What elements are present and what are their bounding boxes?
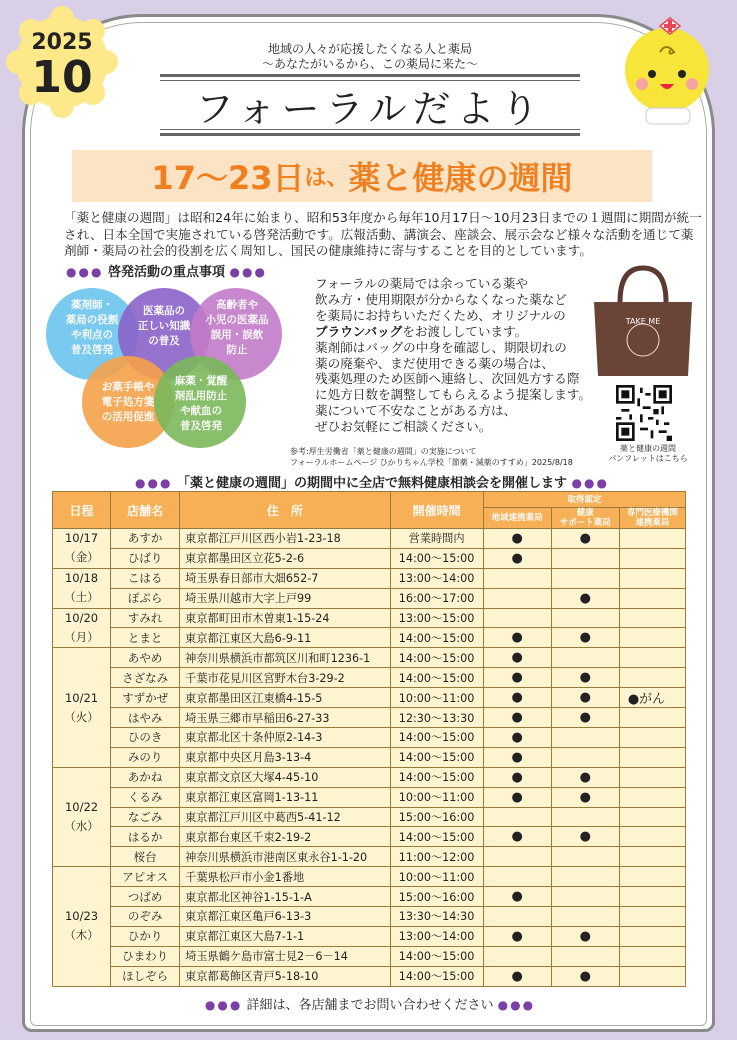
store-name: すみれ [111, 608, 180, 628]
venn-label-1: 薬剤師・ 薬局の役割 や利点の 普及啓発 [65, 299, 119, 356]
regional-pharmacy-mark [483, 807, 551, 827]
specialist-link-mark [619, 926, 685, 946]
regional-pharmacy-mark: ● [483, 529, 551, 549]
store-address: 埼玉県春日部市大畑652-7 [180, 568, 390, 588]
specialist-link-mark [619, 807, 685, 827]
store-name: 桜台 [111, 847, 180, 867]
health-support-mark [551, 887, 619, 907]
health-support-mark [551, 847, 619, 867]
health-support-mark [551, 728, 619, 748]
regional-pharmacy-mark: ● [483, 767, 551, 787]
health-support-mark: ● [551, 767, 619, 787]
section-heading [66, 261, 267, 280]
intro-paragraph: 「薬と健康の週間」は昭和24年に始まり、昭和53年度から毎年10月17日〜10月23日までの１週間に期間が統一され、日本全国で実施されている啓発活動です。広報活動、講演会、座談会、展示会など様々な活動を通じて薬剤師・薬局の社会的役割を広く周知し、国民の健康維持に寄与することを目的としています。 [64, 210, 702, 258]
brown-bag-term: ブラウンバッグ [315, 323, 403, 339]
subtitle-line-1: 地域の人々が応援したくなる人と薬局 [267, 42, 472, 56]
table-row [53, 529, 686, 549]
col-address: 住 所 [180, 492, 390, 529]
session-time: 12:30〜13:30 [390, 708, 483, 728]
session-time: 14:00〜15:00 [390, 548, 483, 568]
col-health-support: 健康 サポート薬局 [551, 508, 619, 529]
newsletter-title: フォーラルだより [160, 80, 580, 130]
table-row [53, 668, 686, 688]
specialist-link-mark [619, 548, 685, 568]
store-address: 東京都江戸川区西小岩1-23-18 [180, 529, 390, 549]
session-time: 14:00〜15:00 [390, 728, 483, 748]
table-row [53, 728, 686, 748]
store-address: 神奈川県横浜市港南区東永谷1-1-20 [180, 847, 390, 867]
venn-label-5: 麻薬・覚醒 剤乱用防止 や献血の 普及啓発 [174, 375, 228, 432]
store-address: 千葉県松戸市小金1番地 [180, 867, 390, 887]
col-certification: 取得認定 [483, 492, 685, 508]
headline-week: 薬と健康の週間 [348, 159, 573, 197]
store-address: 埼玉県川越市大字上戸99 [180, 588, 390, 608]
brown-bag-info: フォーラルの薬局では余っている薬や 飲み方・使用期限が分からなくなった薬など を薬局にお持ちいただくため、オリジナルの ブラウンバッグをお渡ししています。 薬剤師はバッグの中身を確認し、期限切れの 薬の廃棄や、まだ使用できる薬の場合は、 残薬処理のため医師へ連絡し、次回処方する際 に処方日数を調整してもらえるよう提案します。 薬について不安なことがある方は、 ぜひお気軽にご相談ください。 [315, 276, 592, 435]
section-title: 啓発活動の重点事項 [107, 265, 225, 280]
specialist-link-mark [619, 787, 685, 807]
store-name: ぽぷら [111, 588, 180, 608]
table-row [53, 648, 686, 668]
session-time: 14:00〜15:00 [390, 628, 483, 648]
regional-pharmacy-mark: ● [483, 926, 551, 946]
store-name: さざなみ [111, 668, 180, 688]
table-row [53, 887, 686, 907]
regional-pharmacy-mark: ● [483, 628, 551, 648]
store-name: あすか [111, 529, 180, 549]
table-row [53, 966, 686, 986]
headline-banner [72, 150, 652, 202]
reference-note: 参考:厚生労働省「薬と健康の週間」の実施について フォーラルホームページ ひかりちゃん学校「節薬・減薬のすすめ」2025/8/18 [290, 447, 573, 467]
col-regional-pharmacy: 地域連携薬局 [483, 508, 551, 529]
health-support-mark [551, 568, 619, 588]
store-name: あやめ [111, 648, 180, 668]
table-heading: ●●● 「薬と健康の週間」の期間中に全店で無料健康相談会を開催します ●●● [135, 476, 609, 491]
regional-pharmacy-mark: ● [483, 887, 551, 907]
date-cell: 10/18 （土） [53, 568, 111, 608]
regional-pharmacy-mark: ● [483, 688, 551, 708]
session-time: 10:00〜11:00 [390, 867, 483, 887]
session-time: 15:00〜16:00 [390, 807, 483, 827]
specialist-link-mark [619, 628, 685, 648]
table-row [53, 688, 686, 708]
issue-badge [6, 6, 118, 118]
store-address: 埼玉県三郷市早稲田6-27-33 [180, 708, 390, 728]
regional-pharmacy-mark: ● [483, 548, 551, 568]
store-address: 東京都墨田区立花5-2-6 [180, 548, 390, 568]
qr-code[interactable] [616, 385, 672, 441]
venn-label-4: お薬手帳や 電子処方箋 の活用促進 [101, 381, 155, 423]
table-row [53, 787, 686, 807]
health-support-mark: ● [551, 668, 619, 688]
session-time: 13:00〜14:00 [390, 568, 483, 588]
subtitle-line-2: 〜あなたがいるから、この薬局に来た〜 [261, 57, 478, 71]
specialist-link-mark [619, 708, 685, 728]
health-support-mark [551, 548, 619, 568]
store-address: 東京都文京区大塚4-45-10 [180, 767, 390, 787]
regional-pharmacy-mark [483, 588, 551, 608]
specialist-link-mark [619, 728, 685, 748]
store-address: 千葉市花見川区宮野木台3-29-2 [180, 668, 390, 688]
table-row [53, 767, 686, 787]
store-address: 東京都墨田区江東橋4-15-5 [180, 688, 390, 708]
session-time: 14:00〜15:00 [390, 946, 483, 966]
focus-points-diagram [44, 282, 284, 452]
store-address: 東京都江東区大島7-1-1 [180, 926, 390, 946]
table-row [53, 867, 686, 887]
health-support-mark [551, 946, 619, 966]
session-time: 16:00〜17:00 [390, 588, 483, 608]
specialist-link-mark [619, 966, 685, 986]
store-address: 東京都北区十条仲原2-14-3 [180, 728, 390, 748]
brown-bag-illustration [590, 262, 696, 382]
regional-pharmacy-mark [483, 867, 551, 887]
table-row [53, 807, 686, 827]
store-name: すずかぜ [111, 688, 180, 708]
venn-label-3: 高齢者や 小児の医薬品 誤用・誤飲 防止 [205, 299, 269, 356]
regional-pharmacy-mark [483, 847, 551, 867]
table-row [53, 926, 686, 946]
session-time: 15:00〜16:00 [390, 887, 483, 907]
specialist-link-mark [619, 588, 685, 608]
specialist-link-mark [619, 529, 685, 549]
specialist-link-mark [619, 847, 685, 867]
table-row [53, 708, 686, 728]
session-time: 14:00〜15:00 [390, 767, 483, 787]
store-name: アピオス [111, 867, 180, 887]
specialist-link-mark [619, 648, 685, 668]
mascot-illustration [612, 8, 732, 128]
col-time: 開催時間 [390, 492, 483, 529]
date-cell: 10/23 （木） [53, 867, 111, 986]
store-address: 東京都江東区富岡1-13-11 [180, 787, 390, 807]
store-name: あかね [111, 767, 180, 787]
specialist-link-mark [619, 668, 685, 688]
date-cell: 10/21 （火） [53, 648, 111, 767]
store-name: ひかり [111, 926, 180, 946]
store-address: 神奈川県横浜市都筑区川和町1236-1 [180, 648, 390, 668]
specialist-link-mark [619, 827, 685, 847]
session-time: 14:00〜15:00 [390, 747, 483, 767]
col-store: 店舗名 [111, 492, 180, 529]
health-support-mark [551, 608, 619, 628]
session-time: 10:00〜11:00 [390, 787, 483, 807]
table-row [53, 827, 686, 847]
issue-year: 2025 [31, 30, 93, 55]
regional-pharmacy-mark: ● [483, 966, 551, 986]
bag-label: TAKE ME [625, 317, 661, 326]
specialist-link-mark: ●がん [619, 688, 685, 708]
store-name: なごみ [111, 807, 180, 827]
specialist-link-mark [619, 767, 685, 787]
table-row [53, 747, 686, 767]
store-name: ひのき [111, 728, 180, 748]
store-name: ほしぞら [111, 966, 180, 986]
headline-dates: 17〜23日 [151, 159, 305, 197]
specialist-link-mark [619, 867, 685, 887]
regional-pharmacy-mark: ● [483, 827, 551, 847]
regional-pharmacy-mark [483, 946, 551, 966]
issue-month: 10 [31, 52, 93, 103]
footer-note: ●●● 詳細は、各店舗までお問い合わせください ●●● [204, 998, 536, 1013]
store-name: とまと [111, 628, 180, 648]
table-row [53, 628, 686, 648]
table-row [53, 548, 686, 568]
regional-pharmacy-mark: ● [483, 728, 551, 748]
specialist-link-mark [619, 747, 685, 767]
store-name: はやみ [111, 708, 180, 728]
regional-pharmacy-mark: ● [483, 648, 551, 668]
title-bar [160, 74, 580, 136]
session-time: 10:00〜11:00 [390, 688, 483, 708]
session-time: 14:00〜15:00 [390, 966, 483, 986]
specialist-link-mark [619, 568, 685, 588]
session-time: 14:00〜15:00 [390, 668, 483, 688]
health-support-mark: ● [551, 966, 619, 986]
date-cell: 10/17 （金） [53, 529, 111, 569]
date-cell: 10/20 （月） [53, 608, 111, 648]
health-support-mark: ● [551, 588, 619, 608]
regional-pharmacy-mark: ● [483, 708, 551, 728]
store-address: 東京都北区神谷1-15-1-A [180, 887, 390, 907]
regional-pharmacy-mark [483, 568, 551, 588]
table-row [53, 907, 686, 927]
store-name: のぞみ [111, 907, 180, 927]
health-support-mark: ● [551, 529, 619, 549]
specialist-link-mark [619, 907, 685, 927]
regional-pharmacy-mark [483, 608, 551, 628]
specialist-link-mark [619, 946, 685, 966]
store-name: ひまわり [111, 946, 180, 966]
health-support-mark [551, 907, 619, 927]
store-name: みのり [111, 747, 180, 767]
store-address: 東京都江東区大島6-9-11 [180, 628, 390, 648]
health-support-mark: ● [551, 926, 619, 946]
decorative-dots: ●●● [66, 265, 104, 279]
session-time: 14:00〜15:00 [390, 648, 483, 668]
regional-pharmacy-mark: ● [483, 787, 551, 807]
specialist-link-mark [619, 887, 685, 907]
store-name: こはる [111, 568, 180, 588]
health-support-mark: ● [551, 827, 619, 847]
qr-caption: 薬と健康の週間 パンフレットはこちら [608, 444, 688, 463]
session-time: 13:00〜14:00 [390, 926, 483, 946]
store-address: 東京都葛飾区青戸5-18-10 [180, 966, 390, 986]
store-address: 東京都中央区月島3-13-4 [180, 747, 390, 767]
store-address: 埼玉県鶴ケ島市富士見2－6－14 [180, 946, 390, 966]
table-row [53, 588, 686, 608]
health-support-mark: ● [551, 708, 619, 728]
health-support-mark [551, 648, 619, 668]
health-support-mark [551, 807, 619, 827]
session-time: 11:00〜12:00 [390, 847, 483, 867]
regional-pharmacy-mark [483, 907, 551, 927]
session-time: 営業時間内 [390, 529, 483, 549]
store-address: 東京都台東区千束2-19-2 [180, 827, 390, 847]
health-support-mark: ● [551, 787, 619, 807]
store-name: はるか [111, 827, 180, 847]
table-row [53, 568, 686, 588]
health-support-mark: ● [551, 688, 619, 708]
specialist-link-mark [619, 608, 685, 628]
consultation-schedule-table [52, 491, 686, 987]
decorative-dots: ●●● [229, 265, 267, 279]
store-address: 東京都江戸川区中葛西5-41-12 [180, 807, 390, 827]
store-name: くるみ [111, 787, 180, 807]
table-row [53, 608, 686, 628]
store-name: ひばり [111, 548, 180, 568]
health-support-mark [551, 747, 619, 767]
table-row [53, 946, 686, 966]
session-time: 14:00〜15:00 [390, 827, 483, 847]
regional-pharmacy-mark: ● [483, 668, 551, 688]
store-address: 東京都江東区亀戸6-13-3 [180, 907, 390, 927]
header-subtitle [160, 42, 580, 72]
table-row [53, 847, 686, 867]
session-time: 13:00〜15:00 [390, 608, 483, 628]
health-support-mark: ● [551, 628, 619, 648]
session-time: 13:30〜14:30 [390, 907, 483, 927]
col-specialist-link: 専門医療機関 連携薬局 [619, 508, 685, 529]
col-date: 日程 [53, 492, 111, 529]
health-support-mark [551, 867, 619, 887]
date-cell: 10/22 （水） [53, 767, 111, 866]
headline-particle: は、 [304, 165, 349, 191]
store-address: 東京都町田市木曽東1-15-24 [180, 608, 390, 628]
venn-label-2: 医薬品の 正しい知識 の普及 [137, 305, 191, 347]
regional-pharmacy-mark: ● [483, 747, 551, 767]
store-name: つばめ [111, 887, 180, 907]
